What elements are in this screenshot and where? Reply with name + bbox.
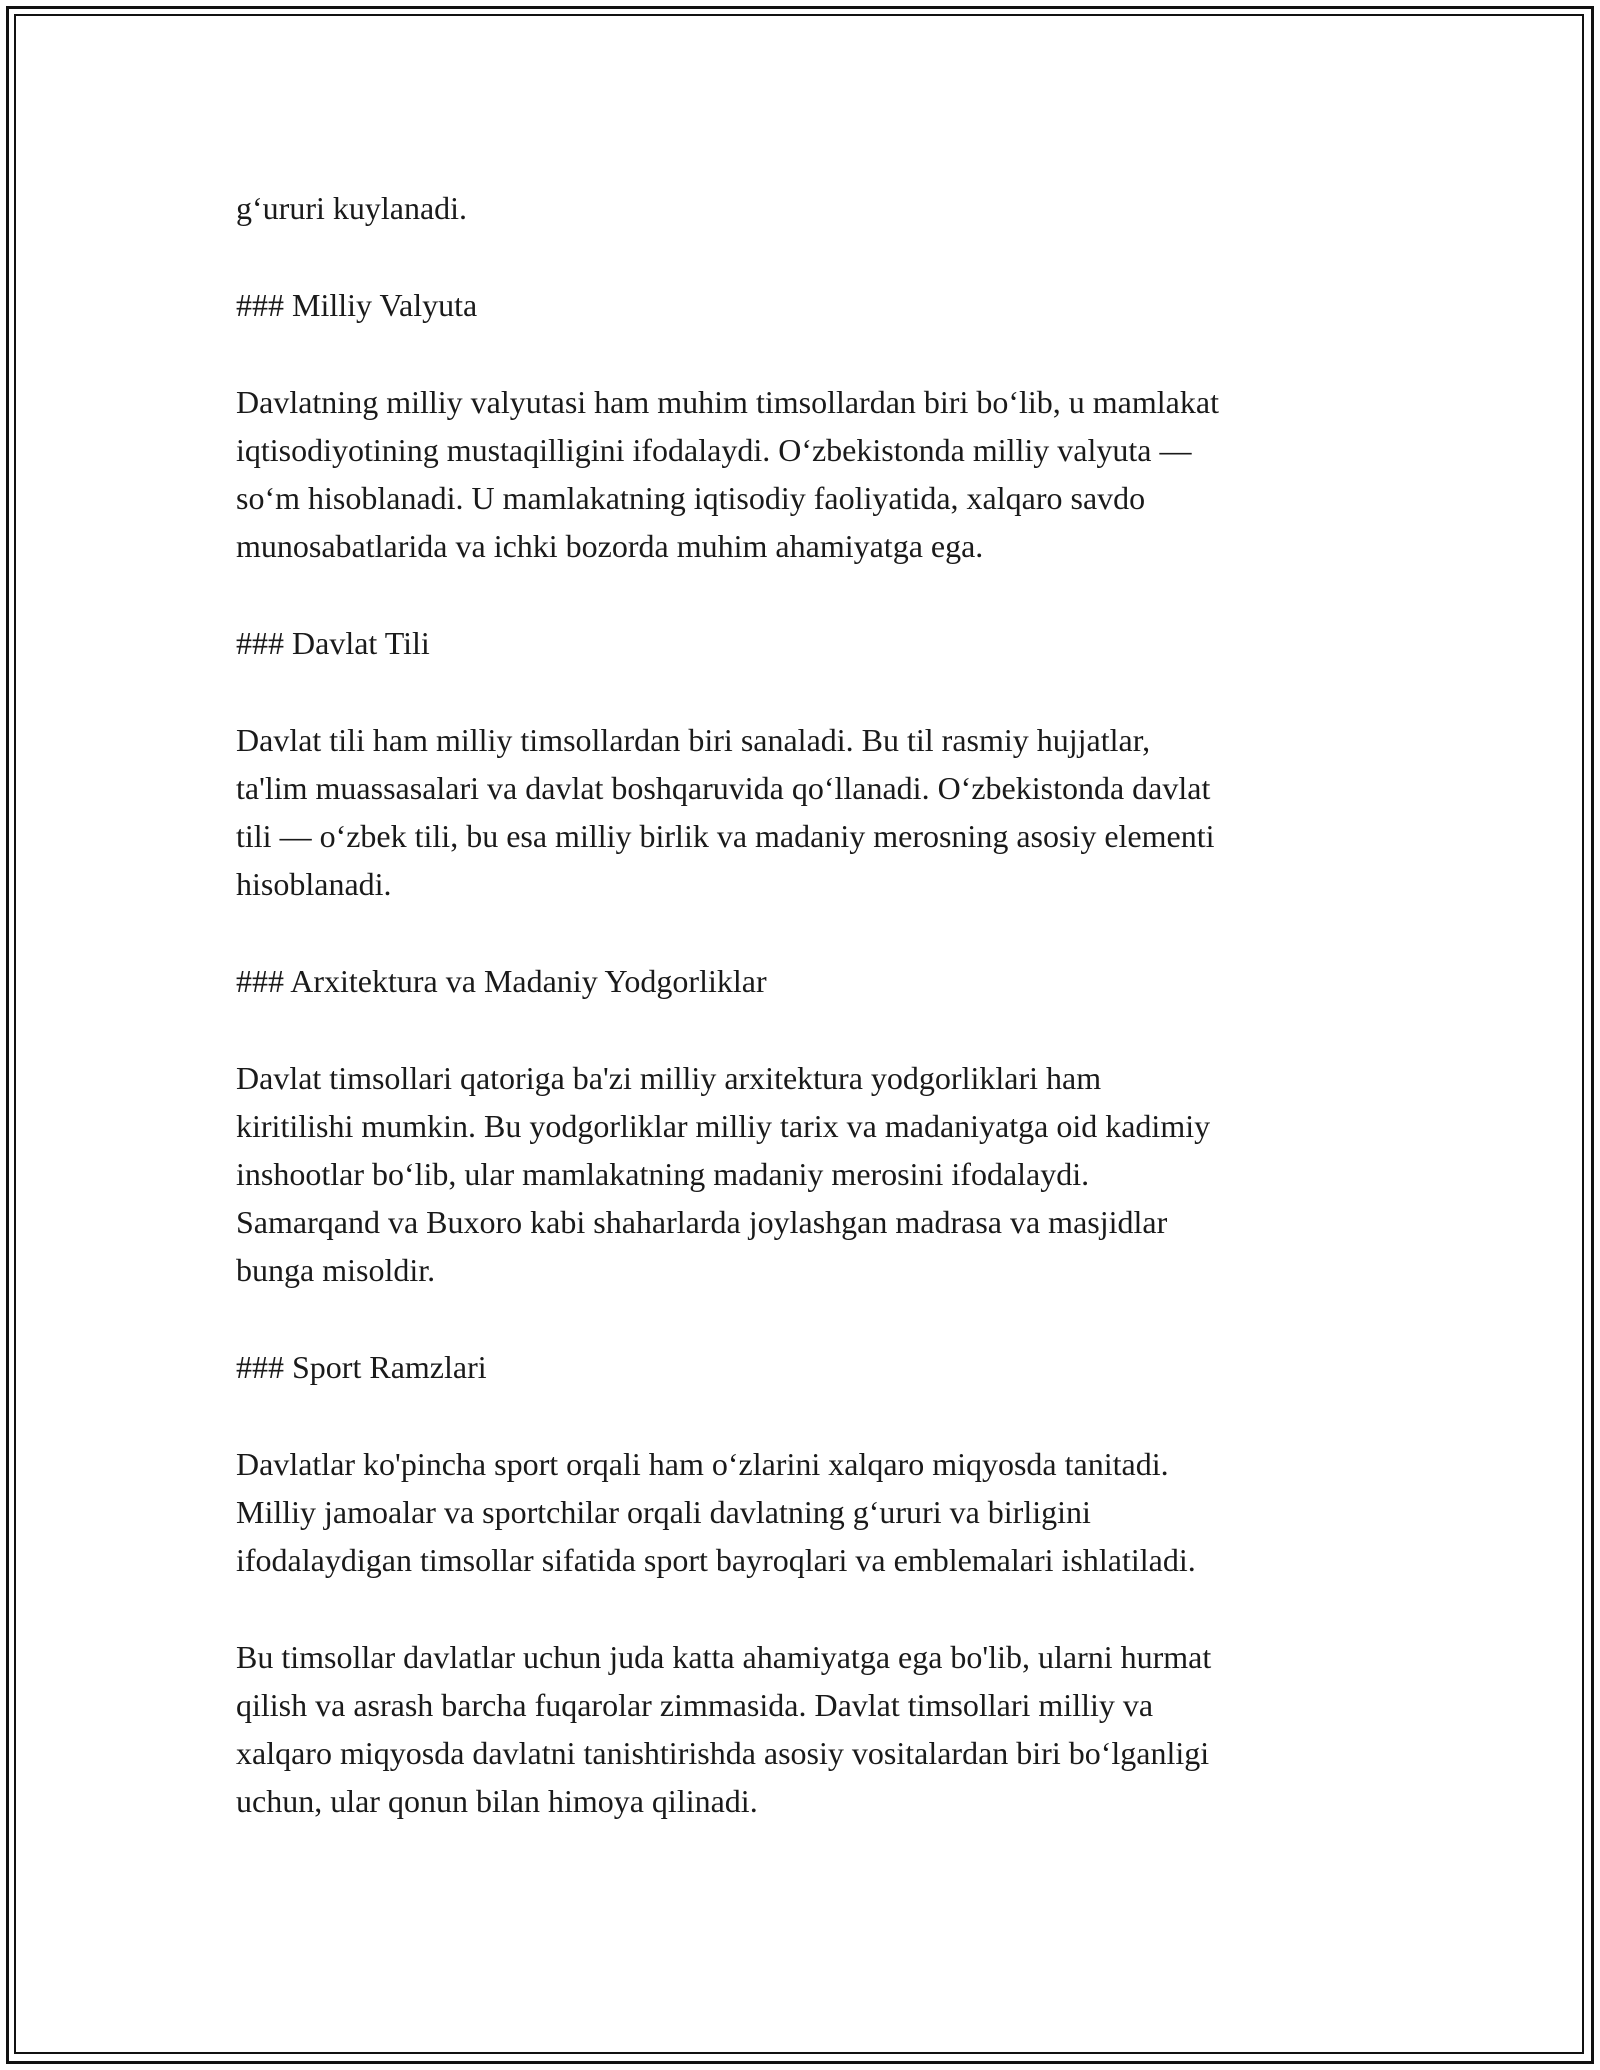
paragraph-spacer	[236, 1391, 1396, 1440]
paragraph-line: uchun, ular qonun bilan himoya qilinadi.	[236, 1783, 758, 1819]
paragraph-spacer	[236, 1584, 1396, 1633]
paragraph-line: Samarqand va Buxoro kabi shaharlarda joylashgan madrasa va masjidlar	[236, 1204, 1168, 1240]
paragraph-line: Milliy jamoalar va sportchilar orqali davlatning g‘ururi va birligini	[236, 1494, 1091, 1530]
paragraph-spacer	[236, 667, 1396, 716]
paragraph-line: Davlat timsollari qatoriga ba'zi milliy arxitektura yodgorliklari ham	[236, 1060, 1102, 1096]
section-heading	[236, 281, 1396, 329]
paragraph-spacer	[236, 570, 1396, 619]
paragraph-line: ta'lim muassasalari va davlat boshqaruvida qo‘llanadi. O‘zbekistonda davlat	[236, 770, 1211, 806]
paragraph-line: qilish va asrash barcha fuqarolar zimmasida. Davlat timsollari milliy va	[236, 1687, 1154, 1723]
body-paragraph	[236, 1440, 1396, 1584]
section-heading	[236, 1343, 1396, 1391]
paragraph-line: so‘m hisoblanadi. U mamlakatning iqtisodiy faoliyatida, xalqaro savdo	[236, 480, 1146, 516]
paragraph-line: xalqaro miqyosda davlatni tanishtirishda asosiy vositalardan biri bo‘lganligi	[236, 1735, 1210, 1771]
heading-text: ### Milliy Valyuta	[236, 287, 478, 323]
paragraph-line: Davlatning milliy valyutasi ham muhim timsollardan biri bo‘lib, u mamlakat	[236, 384, 1219, 420]
heading-text: ### Sport Ramzlari	[236, 1349, 487, 1385]
paragraph-spacer	[236, 232, 1396, 281]
body-paragraph	[236, 1633, 1396, 1825]
paragraph-line: Davlat tili ham milliy timsollardan biri sanaladi. Bu til rasmiy hujjatlar,	[236, 722, 1151, 758]
paragraph-line: g‘ururi kuylanadi.	[236, 190, 468, 226]
document-page	[236, 184, 1396, 1825]
paragraph-line: Davlatlar ko'pincha sport orqali ham o‘zlarini xalqaro miqyosda tanitadi.	[236, 1446, 1169, 1482]
paragraph-spacer	[236, 908, 1396, 957]
section-heading	[236, 619, 1396, 667]
paragraph-line: Bu timsollar davlatlar uchun juda katta ahamiyatga ega bo'lib, ularni hurmat	[236, 1639, 1212, 1675]
body-paragraph	[236, 1054, 1396, 1294]
body-paragraph	[236, 716, 1396, 908]
heading-text: ### Arxitektura va Madaniy Yodgorliklar	[236, 963, 767, 999]
paragraph-spacer	[236, 1294, 1396, 1343]
paragraph-line: kiritilishi mumkin. Bu yodgorliklar milliy tarix va madaniyatga oid kadimiy	[236, 1108, 1211, 1144]
paragraph-line: iqtisodiyotining mustaqilligini ifodalaydi. O‘zbekistonda milliy valyuta —	[236, 432, 1192, 468]
paragraph-line: hisoblanadi.	[236, 866, 392, 902]
paragraph-line: tili — o‘zbek tili, bu esa milliy birlik va madaniy merosning asosiy elementi	[236, 818, 1215, 854]
paragraph-line: bunga misoldir.	[236, 1252, 436, 1288]
paragraph-line: munosabatlarida va ichki bozorda muhim ahamiyatga ega.	[236, 528, 984, 564]
paragraph-line: inshootlar bo‘lib, ular mamlakatning madaniy merosini ifodalaydi.	[236, 1156, 1090, 1192]
paragraph-spacer	[236, 1005, 1396, 1054]
section-heading	[236, 957, 1396, 1005]
paragraph-line: ifodalaydigan timsollar sifatida sport bayroqlari va emblemalari ishlatiladi.	[236, 1542, 1196, 1578]
paragraph-spacer	[236, 329, 1396, 378]
heading-text: ### Davlat Tili	[236, 625, 430, 661]
body-paragraph	[236, 184, 1396, 232]
body-paragraph	[236, 378, 1396, 570]
